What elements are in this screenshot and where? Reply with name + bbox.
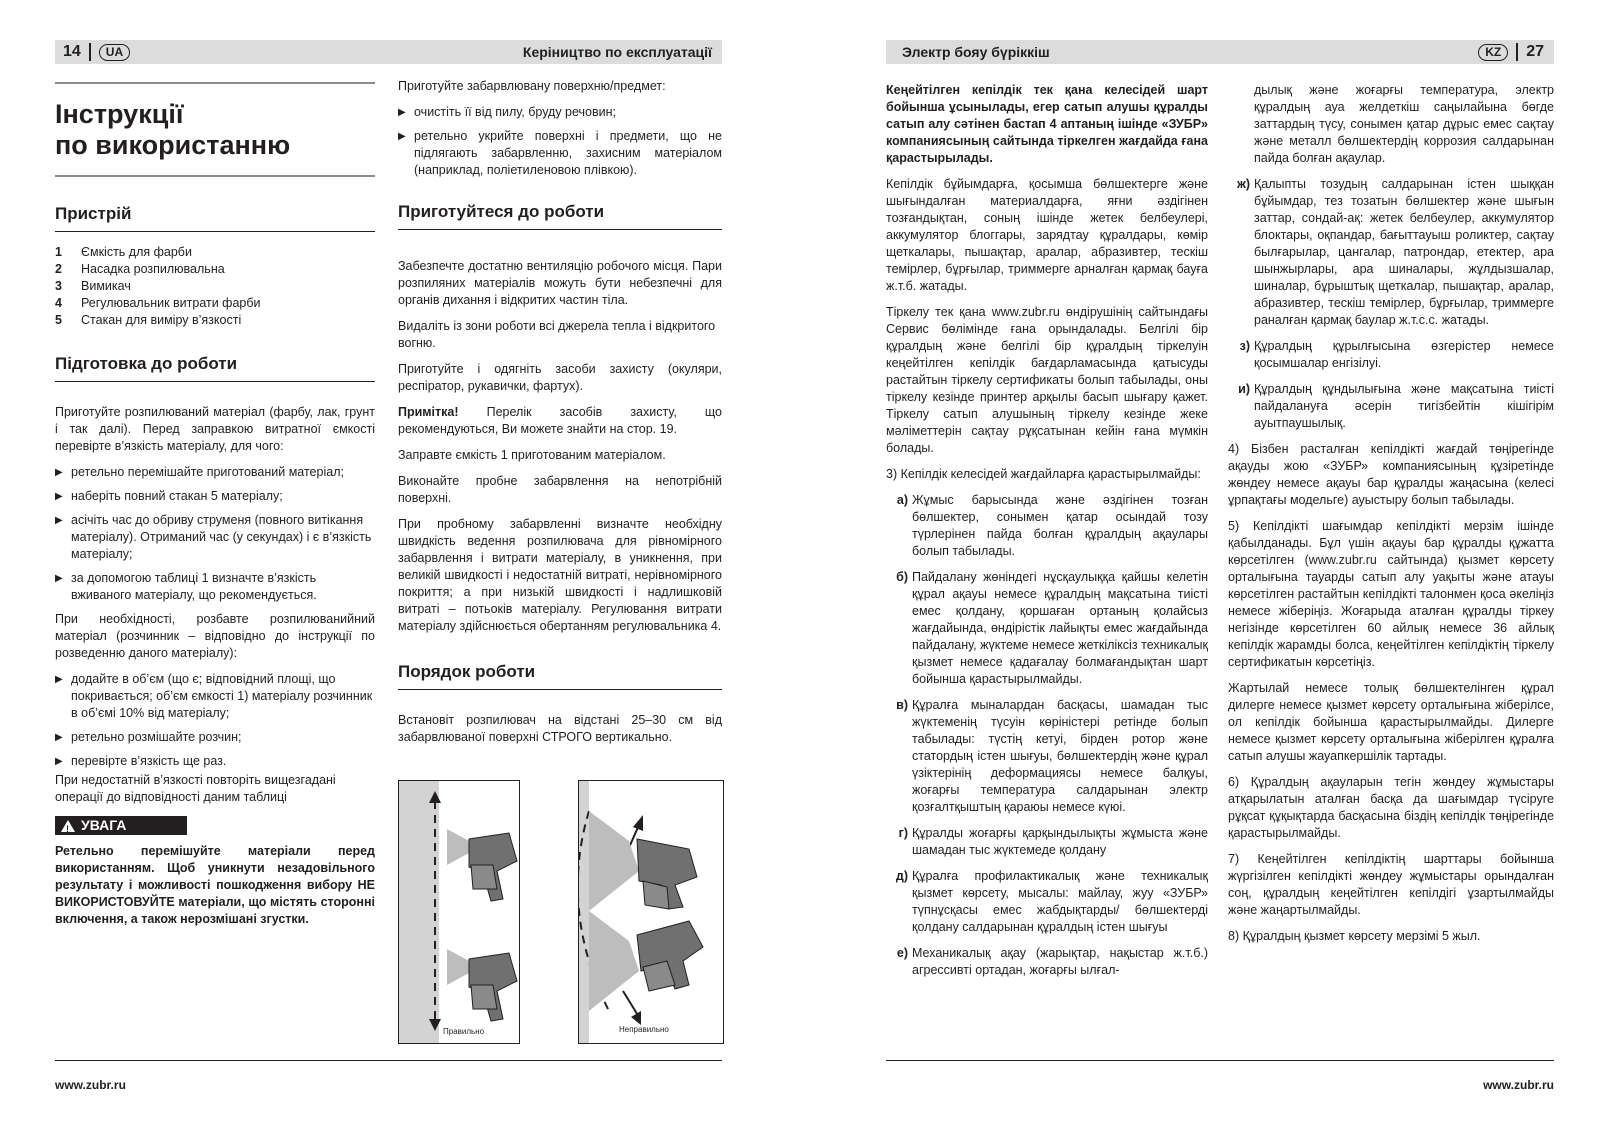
figure-incorrect [578, 780, 724, 1044]
right-footer-url[interactable]: www.zubr.ru [1483, 1078, 1554, 1092]
device-item-label: Регулювальник витрати фарби [81, 296, 261, 310]
bullet-arrow-icon: ▶ [55, 467, 63, 478]
warranty-p1: Кепілдік бұйымдарға, қосымша бөлшектерге және шығындалған материалдарға, яғни әздігінен тозғандықтан, соның ішінде жетек белбеулері, аккумулятор блоггары, зарядтау құралдары, көмір щеткалары, пышақтар, аралар, абразивтер, тескіш темірлер, бұрғылар, триммерге арналған қармақ бауға ж.т.б. жатады. [886, 177, 1208, 293]
left-header-bar [55, 40, 722, 64]
device-item-label: Ємкість для фарби [81, 245, 192, 259]
ready-p3: Приготуйте і одягніть засоби захисту (окуляри, респіратор, рукавички, фартух). [398, 362, 722, 393]
device-item-number: 5 [55, 313, 62, 327]
device-item [55, 312, 375, 329]
exclusion-item-text: Құралға профилактикалық және техникалық қызмет көрсету, мысалы: майлау, жуу «ЗУБР» түпнұсқасы емес жабдықтарды/ бөлшектерді қолдану салдарынан құралдың істен шығуы [912, 869, 1208, 934]
list-item-text: додайте в об’єм (що є; відповідний площі, що покривається; об’єм ємкості 1) матеріалу розчинник в об’ємі 10% від матеріалу; [71, 672, 373, 720]
exclusion-item-letter: а) [896, 493, 908, 507]
exclusion-item-text: Құралдың құрылғысына өзгерістер немесе қосымшалар енгізілуі. [1254, 339, 1554, 370]
right-page [800, 0, 1600, 1132]
bullet-arrow-icon: ▶ [55, 756, 63, 767]
surface-intro: Приготуйте забарвлювану поверхню/предмет: [398, 79, 666, 93]
list-item [55, 464, 375, 481]
figure-correct [398, 780, 520, 1044]
exclusions-list-a [886, 492, 1208, 979]
ready-p2: Видаліть із зони роботи всі джерела тепла і відкритого вогню. [398, 319, 716, 350]
exclusion-continuation: дылық және жоғарғы температура, электр құралдың ауа желдеткіш саңылайына бөгде заттардың түсу, сонымен қатар дұрыс емес сақтау және металл бөлшектердің коррозия салдарынан пайда болған ақаулар. [1254, 83, 1554, 165]
exclusion-item-text: Пайдалану жөніндегі нұсқаулыққа қайшы келетін құрал ақауы немесе құралдың мақсатына тиісті емес қолдану, қоршаған ортаның қолайсыз жағдайында, өндірістік лайықты емес жағдайында пайдалану, жүктеме немесе жеткіліксіз техникалық қызмет немесе қадағалау болмағандықтан шарт бойынша қарастырылмайды. [912, 570, 1208, 686]
bullet-arrow-icon: ▶ [55, 732, 63, 743]
right-lang-badge: KZ [1478, 44, 1508, 61]
order-rule [398, 689, 722, 690]
warranty-p3: 3) Кепілдік келесідей жағдайларға қарастырылмайды: [886, 467, 1201, 481]
list-item-text: ретельно перемішайте приготований матеріал; [71, 465, 344, 479]
exclusion-item-letter: д) [895, 869, 908, 883]
exclusion-item [886, 697, 1208, 816]
bullet-arrow-icon: ▶ [55, 515, 63, 526]
warning-text: Ретельно перемішуйте матеріали перед використанням. Щоб уникнути незадовільного результату і можливості пошкодження вибору НЕ ВИКОРИСТОВУЙТЕ матеріали, що містять сторонні включення, а також нерозмішані згустки. [55, 844, 375, 926]
right-header-bar [886, 40, 1554, 64]
exclusion-item [886, 868, 1208, 936]
prep-rule [55, 381, 375, 382]
list-item [55, 753, 375, 770]
exclusion-item-letter: б) [896, 570, 908, 584]
left-footer-url[interactable]: www.zubr.ru [55, 1078, 126, 1092]
right-column-2 [1228, 82, 1554, 954]
list-item-text: ретельно розмішайте розчин; [71, 730, 242, 744]
ready-p6: При пробному забарвленні визначте необхідну швидкість ведення розпилювача для рівномірного забарвлення і витрати матеріалу, в уникнення, при великій швидкості і недостатній витраті, нерівномірного покриття; а при низькій швидкості і надлишковій витраті – потьоків матеріалу. Регулювання витрати матеріалу здійснюється обертанням регулювальника 4. [398, 517, 722, 633]
bullet-arrow-icon: ▶ [55, 491, 63, 502]
list-item-text: асічіть час до обриву струменя (повного витікання матеріалу). Отриманий час (у секундах) і є в’язкість матеріалу; [71, 513, 372, 561]
list-item [55, 512, 375, 563]
list-item-text: за допомогою таблиці 1 визначте в’язкість вживаного матеріалу, що рекомендується. [71, 571, 317, 602]
title-rule-bottom [55, 175, 375, 177]
left-footer-rule [55, 1060, 722, 1061]
device-item-label: Вимикач [81, 279, 131, 293]
header-separator [89, 43, 91, 61]
warranty-p9: 8) Құралдың қызмет көрсету мерзімі 5 жыл. [1228, 929, 1481, 943]
main-title-line-2: по використанню [55, 130, 291, 160]
list-item [55, 729, 375, 746]
right-footer-rule [886, 1060, 1554, 1061]
figure-label-correct: Правильно [443, 1027, 485, 1036]
repeat-text: При недостатній в’язкості повторіть вищезгадані операції до відповідності даним таблиці [55, 773, 336, 804]
left-column-2 [398, 78, 722, 755]
warning-triangle-icon [61, 820, 75, 832]
note-text: Перелік засобів захисту, що рекомендуються, Ви можете знайти на стор. 19. [398, 405, 722, 436]
header-separator [1516, 43, 1518, 61]
exclusion-item-text: Қалыпты тозудың салдарынан істен шыққан бұйымдар, тез тозатын бөлшектер және шығын заттар, сондай-ақ: жетек белбеулер, аккумулятор блоктары, оқпандар, бағыттауыш роликтер, сақтау былғарылар, цангалар, патрондар, етектер, ара шынжырлары, ара шиналары, жұлдызшалар, шиналар, бұрыштық щеткалар, пышақтар, аралар, абразивтер, тескіш темірлер, бұрғылар, триммерге раналған қармақ баулар ж.т.с.с. жатады. [1254, 177, 1554, 327]
note-label: Примітка! [398, 405, 459, 419]
list-item-text: наберіть повний стакан 5 матеріалу; [71, 489, 283, 503]
device-list [55, 244, 375, 329]
device-rule [55, 231, 375, 232]
exclusion-item [886, 569, 1208, 688]
list-item-text: очистіть її від пилу, бруду речовин; [414, 105, 617, 119]
right-header-title: Электр бояу бүріккіш [902, 44, 1050, 60]
list-item-text: ретельно укрийте поверхні і предмети, що не підлягають забарвленню, захисним матеріалом (наприклад, поліетиленовою плівкою). [414, 129, 722, 177]
warranty-p2: Тіркелу тек қана www.zubr.ru өндірушінің сайтындағы Сервис бөлімінде ғана орындалады. Белгілі бір құралдың және белгілі бір құралдың тіркелуін кеңейтілген кепілдік бағдарламасында қатысуды растайтын тіркелу сертификаты болып табылады, оны тіркелу кезінде принтер арқылы басып шығару қажет. Тіркелу сатып алушының тіркелу кезінде жеке мәліметтерін сақтау рұқсатынан кейін ғана мүмкін болады. [886, 305, 1208, 455]
exclusion-item [1228, 338, 1554, 372]
device-item-number: 3 [55, 279, 62, 293]
ready-p4: Заправте ємкість 1 приготованим матеріалом. [398, 448, 666, 462]
bullet-arrow-icon: ▶ [55, 573, 63, 584]
left-page-number: 14 [63, 43, 81, 60]
device-item-label: Насадка розпилювальна [81, 262, 225, 276]
device-item [55, 295, 375, 312]
warranty-p4: 4) Бізбен расталған кепілдікті жағдай төңірегінде ақауды жою «ЗУБР» компаниясының құзіретінде жөндеу немесе ақауы бар құралды жаңасына (келесі ұрпақтағы модельге) ауыстыру болып табылады. [1228, 442, 1554, 507]
exclusion-item [886, 492, 1208, 560]
warranty-p8: 7) Кеңейтілген кепілдіктің шарттары бойынша жүргізілген кепілдікті жөндеу жұмыстары орындалған соң, құралдың кеңейтілген кепілдігі ұзартылмайды және жаңартылмайды. [1228, 852, 1554, 917]
prep-intro: Приготуйте розпилюваний матеріал (фарбу, лак, грунт і так далі). Перед заправкою витратної ємкості перевірте в’язкість матеріалу, для чого: [55, 405, 375, 453]
device-heading: Пристрій [55, 204, 132, 223]
exclusion-item-text: Құралға мыналардан басқасы, шамадан тыс жүктеменің түсуін көріністері ретінде болып табылады: түстің кетуі, бірден ротор және статордың істен шығуы, бөлшектердің және құрал үзіктерінің деформациясы немесе балқуы, жоғарғы температура салдарынан электр қозғалтқыштың қараюы немесе күюі. [912, 698, 1208, 814]
list-item [55, 671, 375, 722]
exclusion-item [886, 945, 1208, 979]
exclusion-item [886, 825, 1208, 859]
exclusion-item-text: Құралды жоғарғы қарқындылықты жұмыста және шамадан тыс жүктемеде қолдану [912, 826, 1208, 857]
list-item [398, 128, 722, 179]
exclusion-item-letter: ж) [1236, 177, 1250, 191]
right-page-number: 27 [1526, 43, 1544, 60]
bullet-arrow-icon: ▶ [55, 674, 63, 685]
figure-label-incorrect: Неправильно [619, 1025, 669, 1034]
prep-heading: Підготовка до роботи [55, 354, 238, 373]
exclusion-item-letter: и) [1238, 382, 1250, 396]
spray-gun-correct-illustration [399, 781, 519, 1043]
bullet-arrow-icon: ▶ [398, 107, 406, 118]
exclusion-item-text: Механикалық ақау (жарықтар, нақыстар ж.т.б.) агрессивті ортадан, жоғарғы ылғал- [912, 946, 1208, 977]
ready-p5: Виконайте пробне забарвлення на непотрібній поверхні. [398, 474, 722, 505]
left-lang-badge: UA [99, 44, 130, 61]
device-item-number: 4 [55, 296, 62, 310]
list-item-text: перевірте в’язкість ще раз. [71, 754, 227, 768]
left-header-title: Керіництво по експлуатації [522, 44, 712, 60]
spray-gun-incorrect-illustration [579, 781, 723, 1043]
order-text: Встановіт розпилювач на відстані 25–30 см від забарвлюваної поверхні СТРОГО вертикально. [398, 713, 722, 744]
ready-p1: Забезпечте достатню вентиляцію робочого місця. Пари розпиляних матеріалів можуть бути небезпечні для органів дихання і відкритих частин тіла. [398, 259, 722, 307]
device-item-number: 2 [55, 262, 62, 276]
exclusions-list-b [1228, 176, 1554, 432]
exclusion-item-text: Құралдың құндылығына және мақсатына тиісті пайдалануға әсерін тигізбейтін кішігірім ауытпаушылық. [1254, 382, 1554, 430]
list-item [55, 570, 375, 604]
warranty-p7: 6) Құралдың ақауларын тегін жөндеу жұмыстары атқарылатын аталған басқа да шағымдар түсіруге рұқсат құқықтарда басқасына біздің кепілдік төңірегінде қарастырылмайды. [1228, 775, 1554, 840]
warranty-p5: 5) Кепілдікті шағымдар кепілдікті мерзім ішінде қабылданады. Бұл үшін ақауы бар құралды құжатта көрсетілген (www.zubr.ru сайтында) қызмет көрсету орталығына тауарды сатып алу уақыты және атауы көрсетілген растайтын кепілдікті талонмен қоса әкеліңіз немесе жіберіңіз. Жоғарыда аталған құралды тіркеу негізінде көрсетілген 60 айлық немесе 36 айлық кепілдік жарамды болса, кеңейтілген кепілдіктің тіркелу сертификатын көрсетіңіз. [1228, 519, 1554, 669]
exclusion-item [1228, 381, 1554, 432]
ready-rule [398, 229, 722, 230]
warning-badge [55, 816, 187, 835]
exclusion-item-letter: е) [896, 946, 908, 960]
device-item [55, 244, 375, 261]
exclusion-item-text: Жұмыс барысында және әздігінен тозған бөлшектер, сонымен қатар осындай тозу түрлерінен пайда болған құралдың ақаулары болып табылады. [912, 493, 1208, 558]
exclusion-item-letter: г) [898, 826, 908, 840]
list-item [55, 488, 375, 505]
left-column-1 [55, 78, 375, 937]
warning-label: УВАГА [81, 817, 127, 833]
device-item [55, 261, 375, 278]
bullet-arrow-icon: ▶ [398, 131, 406, 142]
ready-heading: Приготуйтеся до роботи [398, 202, 605, 221]
main-title-line-1: Інструкції [55, 99, 184, 129]
warranty-p6: Жартылай немесе толық бөлшектелінген құрал дилерге немесе қызмет көрсету орталығына жіберілсе, ол кепілдік бойынша қарастырылмайды. Дилерге немесе қызмет көрсету орталығына жіберілген құралға сатып алушы жауапкершілік тартады. [1228, 681, 1554, 763]
device-item-number: 1 [55, 245, 62, 259]
exclusion-item [1228, 176, 1554, 329]
ready-note [398, 404, 722, 438]
warranty-intro: Кеңейтілген кепілдік тек қана келесідей шарт бойынша ұсынылады, егер сатып алушы құралды сатып алу сәтінен бастап 4 аптаның ішінде «ЗУБР» компаниясының сайтында тіркелген жағдайда ғана қарастырылады. [886, 83, 1208, 165]
device-item-label: Стакан для виміру в’язкості [81, 313, 242, 327]
dilute-text: При необхідності, розбавте розпилюванийний матеріал (розчинник – відповідно до інструкції по розведенню даного матеріалу): [55, 612, 375, 660]
list-item [398, 104, 722, 121]
right-column-1 [886, 82, 1208, 988]
exclusion-item-letter: в) [896, 698, 908, 712]
right-header-meta [1478, 43, 1544, 61]
device-item [55, 278, 375, 295]
order-heading: Порядок роботи [398, 662, 536, 681]
exclusion-item-letter: з) [1239, 339, 1250, 353]
